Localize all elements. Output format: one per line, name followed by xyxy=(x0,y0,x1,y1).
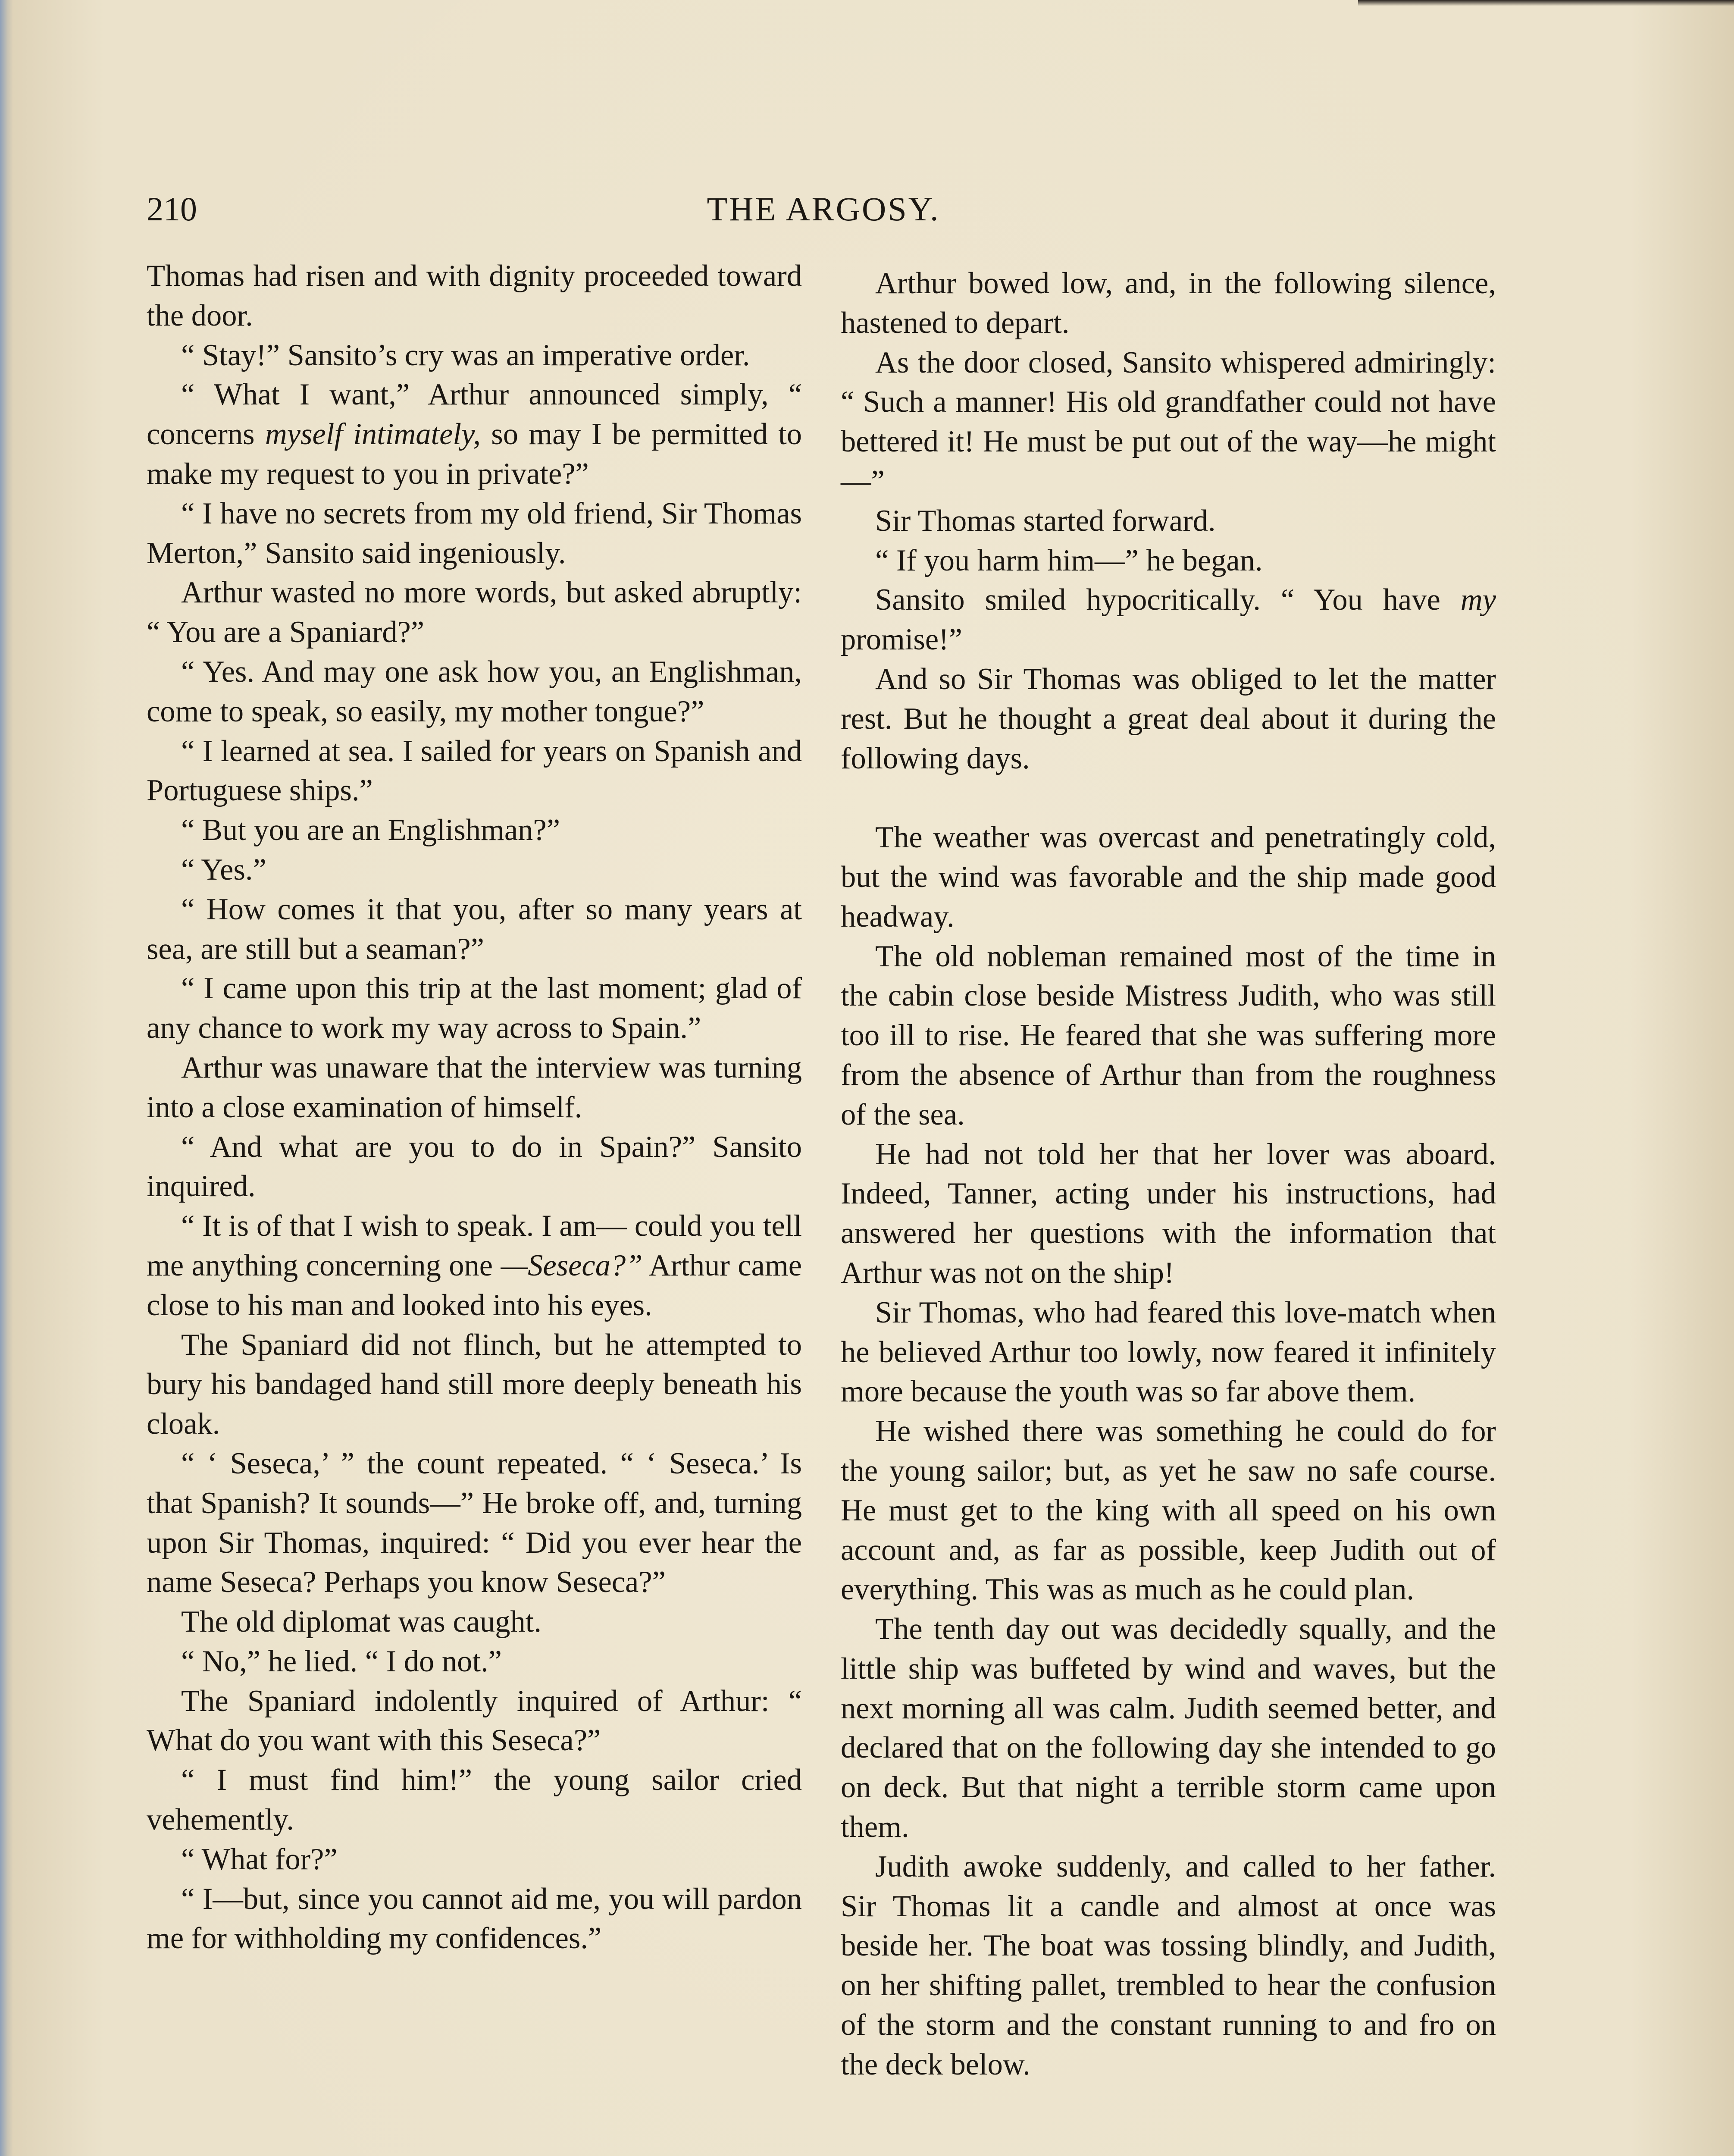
paragraph: And so Sir Thomas was obliged to let the matter rest. But he thought a great deal about it during the following days. xyxy=(841,662,1496,775)
paragraph: “ If you harm him—” he began. xyxy=(875,543,1263,577)
paragraph: “ I came upon this trip at the last moment; glad of any chance to work my way across to Spain.” xyxy=(147,971,802,1045)
text-column-left xyxy=(147,257,802,1959)
paragraph-text: Sansito smiled hypocritically. “ You have xyxy=(875,583,1461,617)
paragraph: He had not told her that her lover was aboard. Indeed, Tanner, acting under his instructions, had answered her questions with the information that Arthur was not on the ship! xyxy=(841,1137,1496,1290)
paragraph: The old nobleman remained most of the time in the cabin close beside Mistress Judith, who was still too ill to rise. He feared that she was suffering more from the absence of Arthur than from the roughness of the sea. xyxy=(841,939,1496,1131)
paragraph xyxy=(841,580,1496,660)
paragraph: Judith awoke suddenly, and called to her father. Sir Thomas lit a candle and almost at once was beside her. The boat was tossing blindly, and Judith, on her shifting pallet, trembled to hear the confusion of the storm and the constant running to and fro on the deck below. xyxy=(841,1849,1496,2081)
paragraph-text: so may I be permitted to make my request to you in private?” xyxy=(147,417,802,491)
paragraph: “ ‘ Seseca,’ ” the count repeated. “ ‘ Seseca.’ Is that Spanish? It sounds—” He broke off, and, turning upon Sir Thomas, inquired: “ Did you ever hear the name Seseca? Perhaps you know Seseca?” xyxy=(147,1446,802,1599)
paragraph: The weather was overcast and penetratingly cold, but the wind was favorable and the ship made good headway. xyxy=(841,821,1496,934)
paragraph: “ I must find him!” the young sailor cried vehemently. xyxy=(147,1763,802,1837)
paragraph: “ I learned at sea. I sailed for years on Spanish and Portuguese ships.” xyxy=(147,734,802,808)
paragraph-text: “ What I want,” Arthur announced simply, “ concerns xyxy=(147,378,802,451)
paragraph: “ But you are an Englishman?” xyxy=(181,813,560,847)
paragraph: As the door closed, Sansito whispered admiringly: “ Such a manner! His old grandfather could not have bettered it! He must be put out of the way—he might—” xyxy=(841,345,1496,498)
paragraph xyxy=(147,1206,802,1325)
paragraph-text: Arthur came close to his man and looked into his eyes. xyxy=(147,1248,802,1322)
italic-text: my xyxy=(1460,583,1496,617)
paragraph: The Spaniard indolently inquired of Arthur: “ What do you want with this Seseca?” xyxy=(147,1684,802,1758)
paragraph: “ No,” he lied. “ I do not.” xyxy=(181,1644,502,1678)
italic-text: myself intimately, xyxy=(265,417,481,451)
paragraph: Sir Thomas, who had feared this love-match when he believed Arthur too lowly, now feared it infinitely more because the youth was so far above them. xyxy=(841,1295,1496,1409)
paragraph: “ Stay!” Sansito’s cry was an imperative order. xyxy=(181,338,750,372)
paragraph: “ And what are you to do in Spain?” Sansito inquired. xyxy=(147,1130,802,1203)
paragraph: The old diplomat was caught. xyxy=(181,1605,542,1639)
text-column-right xyxy=(841,264,1496,2085)
running-head: THE ARGOSY. xyxy=(707,190,940,228)
italic-text: —Seseca?” xyxy=(501,1248,643,1282)
paragraph: “ Yes. And may one ask how you, an Englishman, come to speak, so easily, my mother tongue?” xyxy=(147,655,802,728)
paragraph: Sir Thomas started forward. xyxy=(875,504,1216,538)
paragraph: “ What for?” xyxy=(181,1842,338,1876)
page-edge-top xyxy=(1358,0,1734,6)
paragraph: Arthur wasted no more words, but asked abruptly: “ You are a Spaniard?” xyxy=(147,576,802,649)
paragraph: The tenth day out was decidedly squally, and the little ship was buffeted by wind and waves, but the next morning all was calm. Judith seemed better, and declared that on the following day she intended to go on deck. But that night a terrible storm came upon them. xyxy=(841,1612,1496,1844)
paragraph: “ Yes.” xyxy=(181,852,266,887)
paragraph: “ I have no secrets from my old friend, Sir Thomas Merton,” Sansito said ingeniously. xyxy=(147,496,802,570)
paragraph-text: “ It is of that I wish to speak. I am— could you tell me anything concerning one xyxy=(147,1209,802,1282)
paragraph: “ I—but, since you cannot aid me, you will pardon me for withholding my confidences.” xyxy=(147,1882,802,1955)
paragraph: Arthur was unaware that the interview was turning into a close examination of himself. xyxy=(147,1050,802,1124)
paragraph: “ How comes it that you, after so many years at sea, are still but a seaman?” xyxy=(147,892,802,966)
page-header xyxy=(147,183,1500,235)
page-number: 210 xyxy=(147,190,197,228)
paragraph: Thomas had risen and with dignity proceeded toward the door. xyxy=(147,259,802,332)
paragraph: Arthur bowed low, and, in the following silence, hastened to depart. xyxy=(841,266,1496,340)
page-edge-left xyxy=(0,0,13,2156)
paragraph-text: promise!” xyxy=(841,623,962,657)
paragraph: He wished there was something he could do for the young sailor; but, as yet he saw no safe course. He must get to the king with all speed on his own account and, as far as possible, keep Judith out of everything. This was as much as he could plan. xyxy=(841,1414,1496,1607)
paragraph xyxy=(147,375,802,494)
paragraph: The Spaniard did not flinch, but he attempted to bury his bandaged hand still more deeply beneath his cloak. xyxy=(147,1328,802,1441)
